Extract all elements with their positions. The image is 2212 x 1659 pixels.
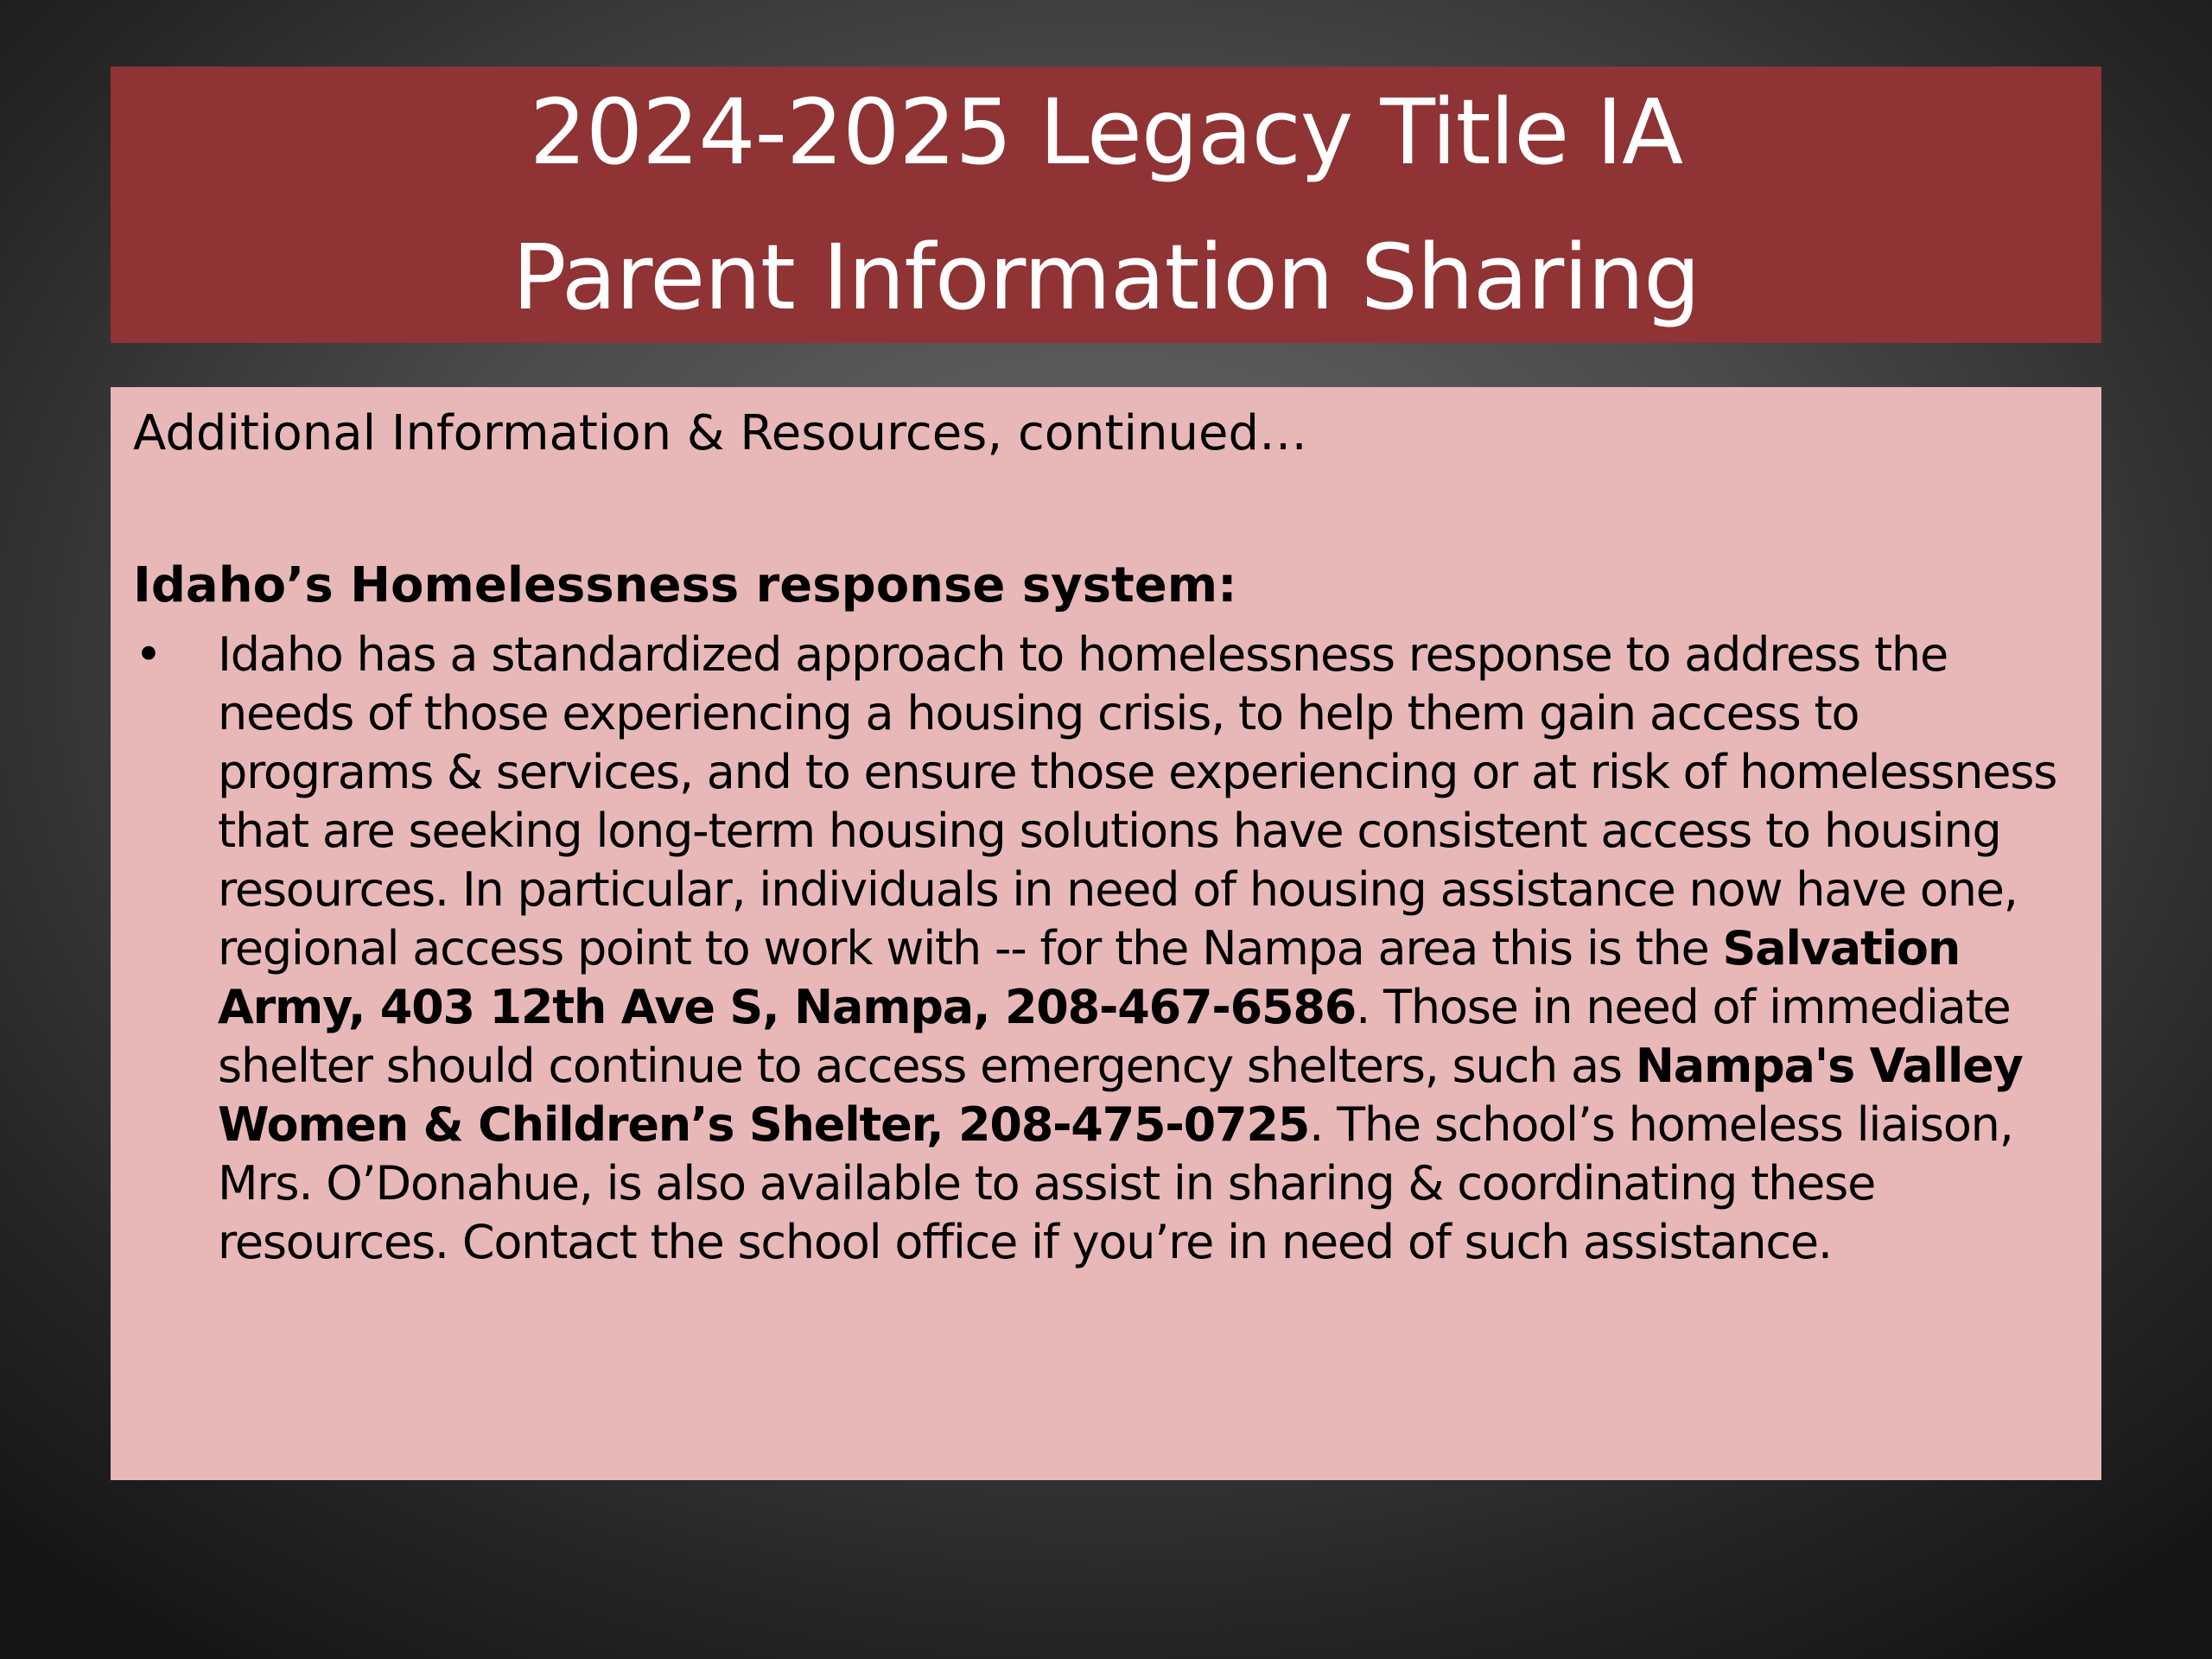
section-title: Idaho’s Homelessness response system:	[133, 557, 1237, 613]
bullet-text	[218, 626, 2075, 1272]
salvation-army-contact: Salvation Army, 403 12th Ave S, Nampa, 208-467-6586	[218, 921, 1961, 1034]
slide-title-line-2: Parent Information Sharing	[512, 225, 1700, 330]
subheading: Additional Information & Resources, continued…	[133, 405, 1307, 461]
bullet-text-part-1: Idaho has a standardized approach to homelessness response to address the needs of those experiencing a housing crisis, to help them gain access to programs & services, and to ensure those experiencing or at risk of homelessness that are seeking long-term housing solutions have consistent access to housing resources. In particular, individuals in need of housing assistance now have one, regional access point to work with -- for the Nampa area this is the	[218, 627, 2057, 976]
shelter-contact: Nampa's Valley Women & Children’s Shelter, 208-475-0725	[218, 1039, 2023, 1152]
title-banner	[111, 67, 2101, 343]
bullet-item	[133, 626, 2075, 1272]
bullet-text-part-3: . The school’s homeless liaison, Mrs. O’Donahue, is also available to assist in sharing & coordinating these resources. Contact the school office if you’re in need of such assistance.	[218, 1097, 2013, 1269]
bullet-text-part-2: . Those in need of immediate shelter should continue to access emergency shelters, such as	[218, 980, 2011, 1093]
bullet-icon: •	[135, 627, 162, 682]
slide-title-line-1: 2024-2025 Legacy Title IA	[529, 79, 1683, 185]
content-panel	[111, 387, 2101, 1480]
